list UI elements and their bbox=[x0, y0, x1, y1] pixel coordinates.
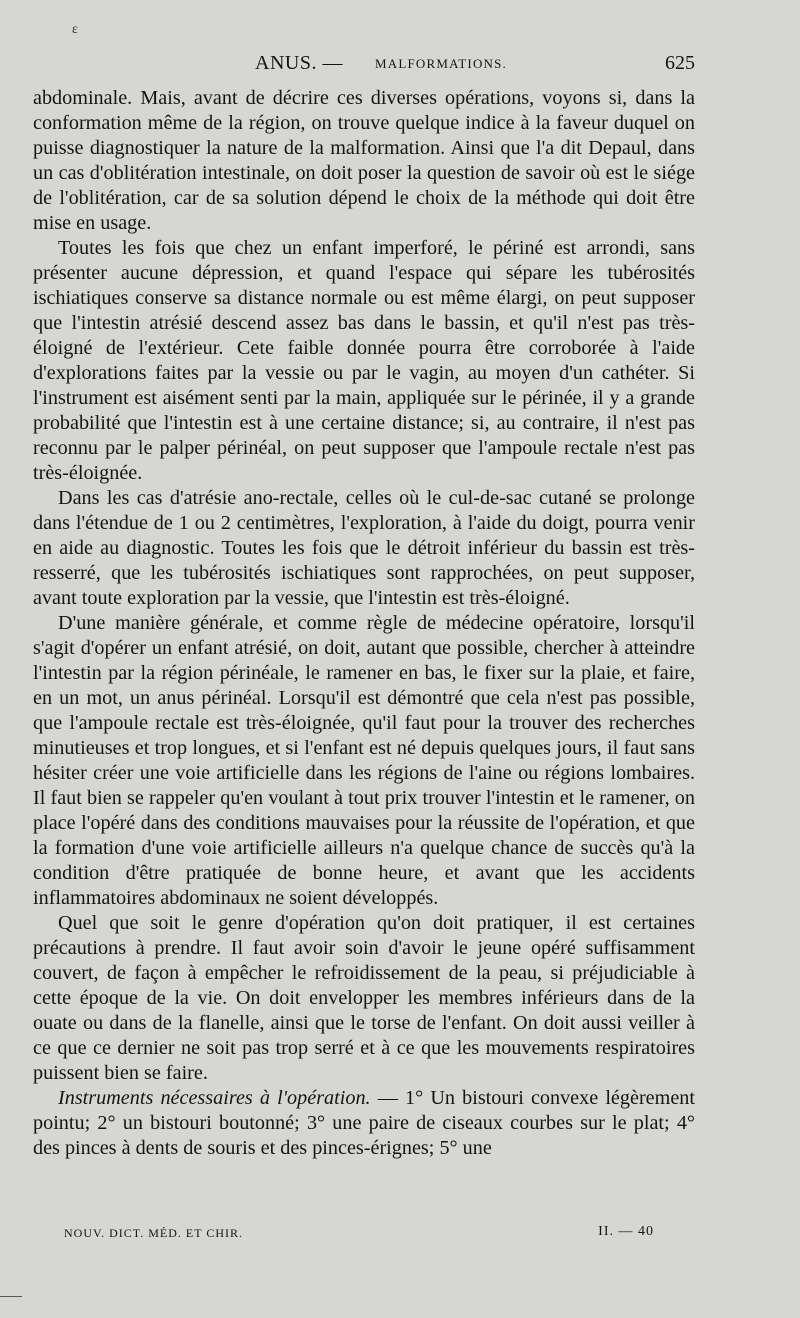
paragraph: Dans les cas d'atrésie ano-rectale, celles où le cul-de-sac cutané se prolonge dans l'étendue de 1 ou 2 centimètres, l'exploration, à l'aide du doigt, pourra venir en aide au diagnostic. Toutes les fois que le détroit inférieur du bassin est très-resserré, que les tubérosités ischiatiques sont rapprochées, on peut supposer, avant toute exploration par la vessie, que l'intestin est très-éloigné. bbox=[33, 487, 695, 609]
paragraph: Quel que soit le genre d'opération qu'on doit pratiquer, il est certaines précautions à prendre. Il faut avoir soin d'avoir le jeune opéré suffisamment couvert, de façon à empêcher le refroidissement de la peau, si préjudiciable à cette époque de la vie. On doit envelopper les membres inférieurs dans de la ouate ou dans de la flanelle, ainsi que le torse de l'enfant. On doit aussi veiller à ce que ce dernier ne soit pas trop serré et à ce que les mouvements respiratoires puissent bien se faire. bbox=[33, 912, 695, 1084]
section-heading-italic: Instruments nécessaires à l'opération. bbox=[58, 1087, 371, 1109]
footer-publication: NOUV. DICT. MÉD. ET CHIR. bbox=[64, 1226, 244, 1240]
footer-signature: II. — 40 bbox=[598, 1224, 654, 1239]
page-number: 625 bbox=[665, 52, 695, 74]
paragraph bbox=[33, 1086, 695, 1161]
paragraph: abdominale. Mais, avant de décrire ces diverses opérations, voyons si, dans la conformation même de la région, on trouve quelque indice à la faveur duquel on puisse diagnostiquer la nature de la malformation. Ainsi que l'a dit Depaul, dans un cas d'oblitération intestinale, on doit poser la question de savoir où est le siége de l'oblitération, car de sa solution dépend le choix de la méthode qui doit être mise en usage. bbox=[33, 87, 695, 234]
header-title: ANUS. — bbox=[255, 52, 343, 74]
edge-divider bbox=[0, 1296, 22, 1297]
body-text bbox=[33, 86, 695, 1161]
paragraph-text: — 1° Un bistouri convexe légèrement pointu; 2° un bistouri boutonné; 3° une paire de ciseaux courbes sur le plat; 4° des pinces à dents de souris et des pinces-érignes; 5° une bbox=[33, 1087, 695, 1159]
header-subtitle: MALFORMATIONS. bbox=[375, 56, 508, 71]
printer-mark: ε bbox=[72, 22, 78, 37]
paragraph: D'une manière générale, et comme règle de médecine opératoire, lorsqu'il s'agit d'opérer un enfant atrésié, on doit, autant que possible, chercher à atteindre l'intestin par la région périnéale, le ramener en bas, le fixer sur la plaie, et faire, en un mot, un anus périnéal. Lorsqu'il est démontré que cela n'est pas possible, que l'ampoule rectale est très-éloignée, qu'il faut pour la trouver des recherches minutieuses et trop longues, et si l'enfant est né depuis quelques jours, il faut sans hésiter créer une voie artificielle dans les régions de l'aine ou régions lombaires. Il faut bien se rappeler qu'en voulant à tout prix trouver l'intestin et le ramener, on place l'opéré dans des conditions mauvaises pour la réussite de l'opération, et que la formation d'une voie artificielle ailleurs n'a quelque chance de succès qu'à la condition d'être pratiquée de bonne heure, et avant que les accidents inflammatoires abdominaux ne soient développés. bbox=[33, 612, 695, 909]
running-header bbox=[30, 52, 695, 82]
page-footer bbox=[64, 1224, 654, 1244]
paragraph: Toutes les fois que chez un enfant imperforé, le périné est arrondi, sans présenter aucune dépression, et quand l'espace qui sépare les tubérosités ischiatiques conserve sa distance normale ou est même élargi, on peut supposer que l'intestin atrésié descend assez bas dans le bassin, et qu'il n'est pas très-éloigné de l'extérieur. Cete faible donnée pourra être corroborée à l'aide d'explorations faites par la vessie ou par le vagin, au moyen d'un cathéter. Si l'instrument est aisément senti par la main, appliquée sur le périnée, il y a grande probabilité que l'intestin est à une certaine distance; si, au contraire, il n'est pas reconnu par le palper périnéal, on peut supposer que l'ampoule rectale n'est pas très-éloignée. bbox=[33, 237, 695, 484]
